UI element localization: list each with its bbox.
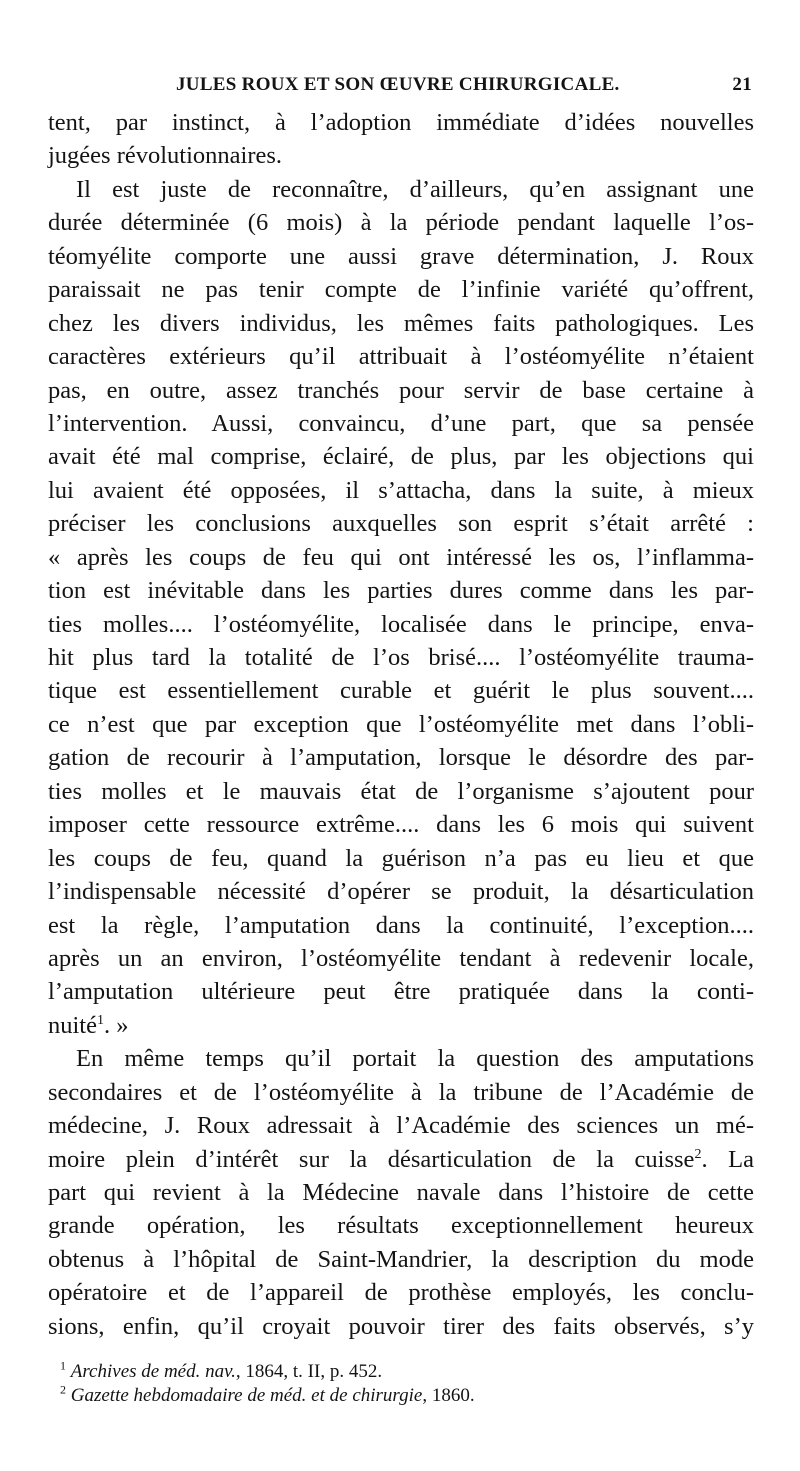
text-line-content: secondaires et de l’ostéomyélite à la tribune de l’Académie de [48,1078,754,1106]
text-line-content: est la règle, l’amputation dans la continuité, l’exception.... [48,911,754,939]
text-line [48,942,754,975]
text-line [48,1009,754,1042]
text-line-content: ties molles.... l’ostéomyélite, localisée dans le principe, enva- [48,610,754,638]
text-line [48,1209,754,1242]
text-line-content: tique est essentiellement curable et guérit le plus souvent.... [48,677,754,705]
text-line [48,139,754,172]
page-number: 21 [732,74,752,95]
text-line [48,975,754,1008]
text-line-content: part qui revient à la Médecine navale dans l’histoire de cette [48,1179,754,1206]
body-text [48,106,754,1343]
text-line-content: ties molles et le mauvais état de l’organisme s’ajoutent pour [48,777,754,805]
text-line [48,741,754,774]
footnotes [60,1360,475,1408]
running-title: JULES ROUX ET SON ŒUVRE CHIRURGICALE. [176,74,620,95]
text-line [48,1310,754,1343]
footnote-reference[interactable]: 2 [694,1146,702,1162]
text-line-content: paraissait ne pas tenir compte de l’infinie variété qu’offrent, [48,276,754,304]
text-line [48,875,754,908]
text-line [48,440,754,473]
text-line-content: opératoire et de l’appareil de prothèse employés, les conclu- [48,1279,754,1307]
text-line-content: les coups de feu, quand la guérison n’a pas eu lieu et que [48,844,754,872]
text-line-content: Il est juste de reconnaître, d’ailleurs, qu’en assignant une [76,175,754,203]
text-line-content: tion est inévitable dans les parties dures comme dans les par- [48,577,754,605]
footnote-source-title: Gazette hebdomadaire de méd. et de chirurgie [70,1385,423,1406]
text-line-content: jugées révolutionnaires. [48,142,283,170]
text-line [48,641,754,674]
text-line-content: médecine, J. Roux adressait à l’Académie des sciences un mé- [48,1112,754,1140]
text-line-content: En même temps qu’il portait la question des amputations [76,1045,754,1073]
text-line [48,206,754,239]
text-line [48,608,754,641]
footnote-source-detail: , 1864, t. II, p. 452. [235,1361,383,1382]
text-line [48,1042,754,1075]
text-line-tail: . » [104,1011,129,1039]
text-line [48,374,754,407]
footnote [60,1384,475,1408]
text-line [48,307,754,340]
text-line [48,708,754,741]
text-line [48,775,754,808]
text-line-tail: . La [701,1145,754,1173]
text-line [48,909,754,942]
footnote-mark: 2 [60,1382,66,1397]
text-line-content: ce n’est que par exception que l’ostéomyélite met dans l’obli- [48,710,754,738]
text-line-content: tent, par instinct, à l’adoption immédiate d’idées nouvelles [48,109,754,136]
text-line-content: après un an environ, l’ostéomyélite tendant à redevenir locale, [48,944,754,972]
text-line [48,474,754,507]
text-line-content: pas, en outre, assez tranchés pour servir de base certaine à [48,376,754,404]
text-line-content: grande opération, les résultats exceptionnellement heureux [48,1212,754,1240]
footnote-mark: 1 [60,1358,66,1373]
text-line-content: caractères extérieurs qu’il attribuait à l’ostéomyélite n’étaient [48,343,754,371]
text-line-content: préciser les conclusions auxquelles son esprit s’était arrêté : [48,510,754,538]
text-line [48,240,754,273]
page [48,66,754,1343]
text-line-content: nuité [48,1011,97,1039]
text-line [48,1109,754,1142]
text-line [48,1143,754,1176]
text-line [48,1243,754,1276]
text-line [48,808,754,841]
text-line [48,541,754,574]
text-line-content: avait été mal comprise, éclairé, de plus, par les objections qui [48,443,754,471]
running-head [48,66,754,106]
footnote-reference[interactable]: 1 [97,1012,104,1028]
text-line-content: moire plein d’intérêt sur la désarticulation de la cuisse [48,1145,695,1173]
footnote-source-title: Archives de méd. nav. [70,1361,236,1382]
text-line [48,273,754,306]
text-line-content: l’indispensable nécessité d’opérer se produit, la désarticulation [48,878,754,906]
footnote-source-detail: , 1860. [422,1385,475,1406]
text-line [48,173,754,206]
text-line-content: téomyélite comporte une aussi grave détermination, J. Roux [48,242,754,270]
text-line [48,340,754,373]
text-line [48,106,754,139]
text-line [48,574,754,607]
text-line-content: « après les coups de feu qui ont intéressé les os, l’inflamma- [48,543,754,571]
text-line-content: l’intervention. Aussi, convaincu, d’une part, que sa pensée [48,409,754,437]
text-line [48,1276,754,1309]
text-line-content: hit plus tard la totalité de l’os brisé.... l’ostéomyélite trauma- [48,644,754,671]
text-line [48,507,754,540]
text-line [48,407,754,440]
text-line [48,1076,754,1109]
text-line [48,1176,754,1209]
text-line-content: chez les divers individus, les mêmes faits pathologiques. Les [48,309,754,337]
text-line-content: durée déterminée (6 mois) à la période pendant laquelle l’os- [48,209,754,237]
text-line [48,842,754,875]
footnote [60,1360,475,1384]
text-line [48,674,754,707]
text-line-content: imposer cette ressource extrême.... dans les 6 mois qui suivent [48,811,754,839]
text-line-content: lui avaient été opposées, il s’attacha, dans la suite, à mieux [48,476,754,504]
text-line-content: obtenus à l’hôpital de Saint-Mandrier, la description du mode [48,1245,754,1273]
text-line-content: gation de recourir à l’amputation, lorsque le désordre des par- [48,744,754,772]
text-line-content: l’amputation ultérieure peut être pratiquée dans la conti- [48,978,754,1006]
text-line-content: sions, enfin, qu’il croyait pouvoir tirer des faits observés, s’y [48,1312,754,1340]
